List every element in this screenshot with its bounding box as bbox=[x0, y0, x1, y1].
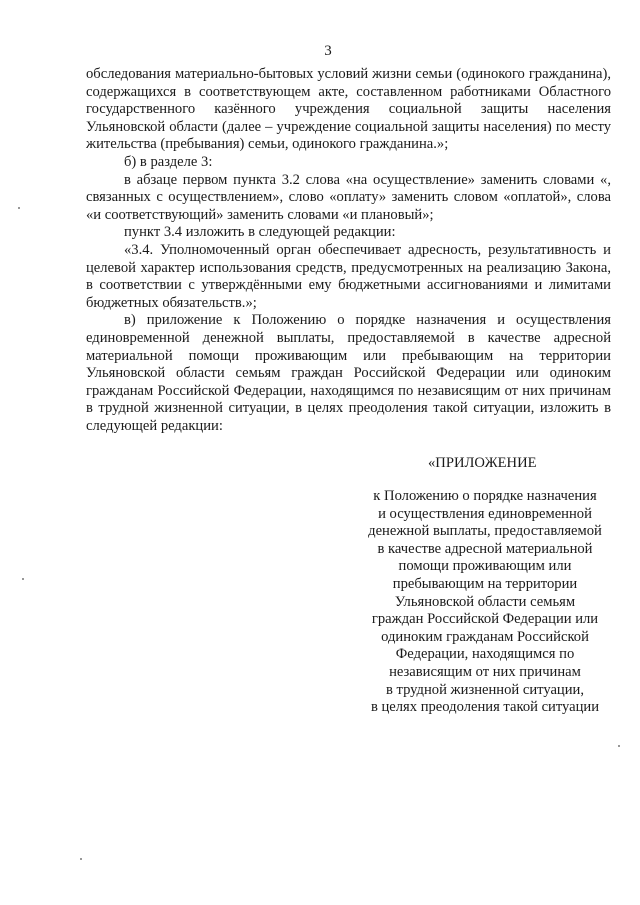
appendix-heading: «ПРИЛОЖЕНИЕ bbox=[428, 455, 537, 471]
appendix-line: граждан Российской Федерации или bbox=[371, 611, 599, 628]
appendix-line: Федерации, находящимся по bbox=[395, 646, 575, 663]
page-number: 3 bbox=[324, 43, 332, 59]
paragraph-5: «3.4. Уполномоченный орган обеспечивает адресность, результативность и целевой характер использования средств, предусмотренных на реализацию Закона, в соответствии с утверждёнными ему бюджетными ассигнованиями и лимитами бюджетных обязательств.»; bbox=[86, 241, 611, 311]
appendix-line: в целях преодоления такой ситуации bbox=[370, 699, 600, 716]
appendix-line: пребывающим на территории bbox=[392, 575, 578, 592]
paragraph-2: б) в разделе 3: bbox=[124, 153, 213, 170]
body-text bbox=[86, 66, 611, 435]
scan-speck bbox=[22, 578, 24, 580]
appendix-line: помощи проживающим или bbox=[398, 558, 572, 575]
paragraph-1: обследования материально-бытовых условий жизни семьи (одинокого гражданина), содержащихся в соответствующем акте, составленном работниками Областного государственного казённого учреждения социальной защиты населения Ульяновской области (далее – учреждение социальной защиты населения) по месту жительства (пребывания) семьи, одинокого гражданина.»; bbox=[86, 66, 611, 153]
appendix-line: независящим от них причинам bbox=[389, 663, 581, 680]
appendix-line: в трудной жизненной ситуации, bbox=[385, 681, 585, 698]
appendix-line: денежной выплаты, предоставляемой bbox=[368, 523, 602, 540]
appendix-subtitle bbox=[358, 488, 612, 717]
appendix-line: к Положению о порядке назначения bbox=[373, 488, 597, 504]
paragraph-6: в) приложение к Положению о порядке назначения и осуществления единовременной денежной выплаты, предоставляемой в качестве адресной материальной помощи проживающим или пребывающим на территории Ульяновской области семьям граждан Российской Федерации или одиноким гражданам Российской Федерации, находящимся по независящим от них причинам в трудной жизненной ситуации, в целях преодоления такой ситуации, изложить в следующей редакции: bbox=[86, 312, 611, 434]
scan-speck bbox=[18, 207, 20, 209]
scan-speck bbox=[80, 858, 82, 860]
paragraph-4: пункт 3.4 изложить в следующей редакции: bbox=[124, 224, 396, 241]
appendix-line: в качестве адресной материальной bbox=[377, 540, 593, 557]
appendix-line: и осуществления единовременной bbox=[378, 505, 592, 522]
paragraph-3: в абзаце первом пункта 3.2 слова «на осуществление» заменить словами «, связанных с осуществлением», слово «оплату» заменить словом «оплатой», слова «и соответствующий» заменить словами «и плановый»; bbox=[86, 171, 611, 223]
appendix-line: Ульяновской области семьям bbox=[394, 593, 576, 610]
appendix-line: одиноким гражданам Российской bbox=[381, 628, 589, 645]
scan-speck bbox=[618, 745, 620, 747]
